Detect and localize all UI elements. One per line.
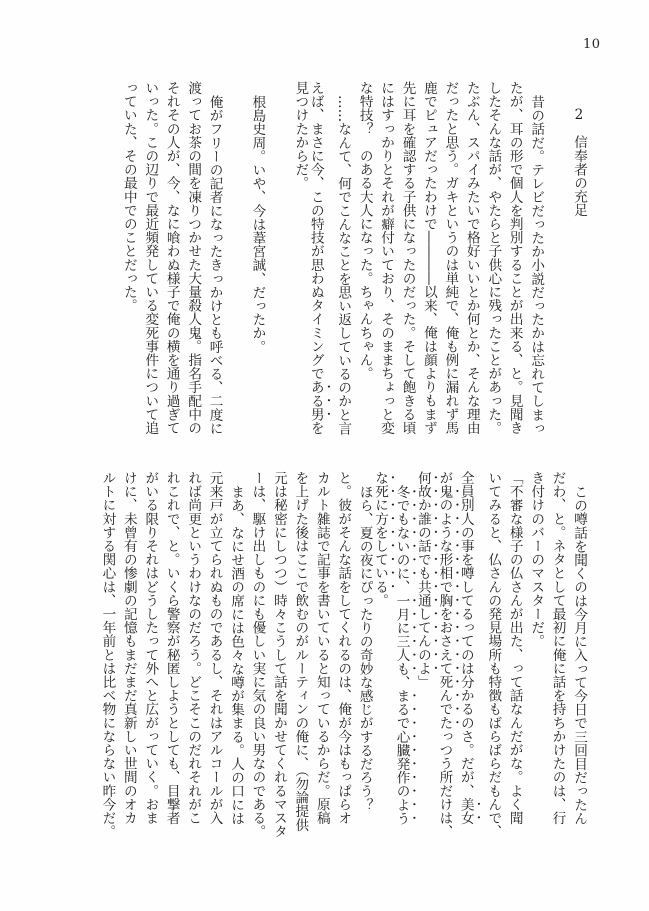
text-line: がいる限りそれはどうしたって外へと広がっていく。おま bbox=[142, 471, 159, 825]
chapter-number: 2 bbox=[574, 108, 584, 122]
top-text-block bbox=[117, 81, 589, 443]
emphasized-text: 鬼のような形相で胸をおさえて死んでた bbox=[436, 484, 453, 730]
text-line: 渡ってお茶の間を凍りつかせた大量殺人鬼。指名手配中の bbox=[185, 81, 202, 435]
text-line: っていた、その最中でのことだった。 bbox=[120, 81, 137, 313]
text-line: れば尚更というわけなのだろう。どこそこのだれそれがこ bbox=[185, 471, 202, 825]
chapter-heading bbox=[568, 81, 589, 443]
emphasized-text: 美女 bbox=[457, 797, 474, 825]
text-line: カルト雑誌で記事を書いていると知っているからだ。原稿 bbox=[313, 471, 330, 825]
text-line: ーは、駆け出しものにも優しい実に気の良い男なのである。 bbox=[249, 471, 266, 839]
text-line: な特技？ のある大人になった。ちゃんちゃん。 bbox=[356, 81, 373, 381]
text-line: たが、耳の形で個人を判別することが出来る、と。見聞き bbox=[506, 81, 523, 435]
text-line: この噂話を聞くのは今月に入って今日で三回目だったん bbox=[571, 484, 587, 825]
emphasized-text: 何故か誰の話でも共通してんのよ bbox=[414, 471, 431, 675]
blank-line bbox=[267, 81, 288, 443]
blank-line bbox=[225, 81, 246, 443]
text-line: それその人が、今、なに喰わぬ様子で俺の横を通り過ぎて bbox=[163, 81, 180, 435]
text-line: したそんな話が、やたらと子供心に残ったことがあった。 bbox=[485, 81, 502, 435]
text-line: まあ、なにせ酒の席には色々な噂が集まる。人の口には bbox=[228, 484, 244, 825]
page-number: 10 bbox=[583, 37, 601, 52]
text-line: ルトに対する関心は、一年前とは比べ物にならない昨今だ。 bbox=[99, 471, 116, 839]
chapter-title: 信奉者の充足 bbox=[571, 135, 587, 217]
text-line: けに、未曾有の惨劇の記憶もまだまだ真新しい世間のオカ bbox=[120, 471, 137, 825]
text-line: 先に耳を確認する子供になったのだった。そして飽きる頃 bbox=[399, 81, 416, 435]
text-segment: が bbox=[436, 471, 453, 485]
text-line: 鹿でピュアだったわけで――――以来、俺は顔よりもまず bbox=[420, 81, 437, 435]
emphasized-text: 冬でもないのに、一月に三人も、まるで心臓発作のよう bbox=[393, 484, 410, 825]
text-line: ほら、夏の夜にぴったりの奇妙な感じがするだろう？ bbox=[356, 484, 373, 811]
blank-line bbox=[546, 81, 567, 443]
text-segment: っつう所だけは、 bbox=[436, 729, 453, 839]
text-segment: を bbox=[307, 421, 324, 435]
text-line: 元来戸が立てられぬものであるし、それはアルコールが入 bbox=[206, 471, 223, 825]
emphasized-text: ある男 bbox=[307, 380, 324, 422]
text-line: れこれで、と。いくら警察が秘匿しようとしても、目撃者 bbox=[163, 471, 180, 825]
text-line: だったと思う。ガキというのは単純で、俺も例に漏れず馬 bbox=[442, 81, 459, 435]
text-line: だわ、と。ネタとして最初に俺に話を持ちかけたのは、行 bbox=[549, 471, 566, 825]
text-line: ……なんて、何でこんなことを思い返しているのかと言 bbox=[335, 94, 352, 435]
text-line: 「不審な様子の仏さんが出た、って話なんだがな。よく聞 bbox=[506, 471, 523, 825]
text-line bbox=[457, 471, 481, 833]
text-line: たぶん、スパイみたいで格好いいとか何とか、そんな理由 bbox=[463, 81, 480, 435]
text-line: を上げた後はここで飲むのがルーティンの俺に、（勿論提供 bbox=[292, 471, 309, 832]
text-segment: えば、まさに今、この特技が思わぬタイミングで bbox=[307, 81, 324, 381]
text-line: き付けのバーのマスターだ。 bbox=[528, 471, 545, 648]
text-line: にはすっかりとそれが癖付いており、そのままちょっと変 bbox=[378, 81, 395, 435]
text-line: 元は秘密にしつつ）時々こうして話を聞かせてくれるマスタ bbox=[270, 471, 287, 839]
text-line: 見つけたからだ。 bbox=[292, 81, 309, 190]
text-segment: 全員別人の事を噂してるってのは分かるのさ。だが、 bbox=[457, 471, 474, 798]
text-segment: 。 bbox=[372, 593, 389, 608]
text-line: 昔の話だ。テレビだったか小説だったかは忘れてしまっ bbox=[528, 94, 545, 435]
text-line: と。彼がそんな話をしてくれるのは、俺が今はもっぱらオ bbox=[335, 471, 352, 825]
text-line: 俺がフリーの記者になったきっかけとも呼べる、二度に bbox=[206, 94, 223, 435]
emphasized-text: な死に方をしている bbox=[372, 471, 389, 594]
text-line: いった。この辺りで最近頻発している変死事件について追 bbox=[142, 81, 159, 435]
text-line: 根島史周。いや、今は葦宮誠、だったか。 bbox=[249, 94, 266, 353]
text-line: いてみると、仏さんの発見場所も特徴もばらばらだもんで、 bbox=[485, 471, 502, 839]
text-line bbox=[307, 81, 331, 443]
bottom-text-block bbox=[95, 471, 589, 839]
text-segment: 」 bbox=[414, 675, 431, 689]
